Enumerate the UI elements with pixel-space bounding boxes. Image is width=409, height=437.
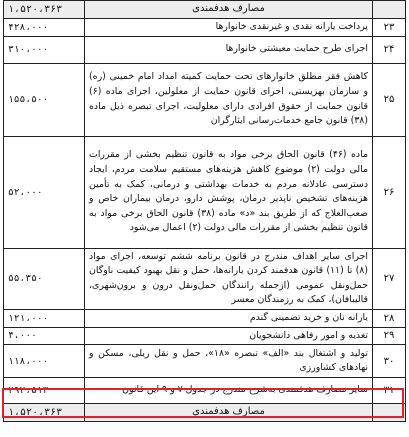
bottom-total: ۱،۵۲۰،۳۶۳: [4, 404, 85, 422]
row-value: ۱۵۵،۵۰۰: [4, 63, 85, 136]
row-value: ۵۲،۰۰۰: [4, 136, 85, 248]
budget-table: [3, 0, 406, 422]
row-description: اجرای سایر اهداف مندرج در قانون برنامه ششم توسعه، اجرای مواد (۸) تا (۱۱) قانون هدفمند کردن یارانه‌ها، حمل و نقل بهبود کیفیت ناوگان حمل‌ونقل عمومی (ازجمله رانندگان حمل‌ونقل درون و برون‌شهری، قالیبافان)، کمک به رزمندگان معسر: [85, 248, 373, 309]
row-value: ۵۵،۳۵۰: [4, 248, 85, 309]
row-description: تغذیه و امور رفاهی دانشجویان: [85, 327, 373, 345]
table-row-highlighted: [4, 378, 406, 404]
row-value: ۴،۰۰۰: [4, 327, 85, 345]
row-description: کاهش فقر مطلق خانوارهای تحت حمایت کمیته امداد امام خمینی (ره) و سازمان بهزیستی، اجرای قانون حمایت از معلولین، اجرای ماده (۶) قانون حمایت از حقوق افرادی دارای معلولیت، اجرای تبصره ذیل ماده (۳۸) قانون جامع خدمات‌رسانی ایثارگران: [85, 63, 373, 136]
table-row: [4, 309, 406, 327]
table-row: [4, 248, 406, 309]
row-description: ماده (۴۶) قانون الحاق برخی مواد به قانون تنظیم بخشی از مقررات مالی دولت (۲) موضوع کاهش هزینه‌های مستقیم سلامت مردم، ایجاد دسترسی عادلانه مردم به خدمات بهداشتی و درمانی، کمک به تأمین هزینه‌های تشخیص ناپذیر درمان، پوشش دارو، درمان بیماران خاص و صعب‌العلاج که از طریق بند «د» ماده (۳۸) قانون الحاق برخی مواد به قانون تنظیم بخشی از مقررات مالی دولت (۲) اعمال می‌شود: [85, 136, 373, 248]
header-label: مصارف هدفمندی: [85, 1, 373, 19]
top-total: ۱،۵۲۰،۳۶۳: [4, 1, 85, 19]
row-number: ۲۳: [373, 18, 406, 36]
table-row: [4, 18, 406, 36]
table-row: [4, 136, 406, 248]
row-value: ۳۱۰،۰۰۰: [4, 36, 85, 63]
row-number: ۲۹: [373, 327, 406, 345]
row-number: ۲۷: [373, 248, 406, 309]
table-header-row: [4, 1, 406, 19]
row-number: ۲۵: [373, 63, 406, 136]
row-value: ۱۱۸،۰۰۰: [4, 345, 85, 378]
row-number: ۲۴: [373, 36, 406, 63]
table-footer-row: [4, 404, 406, 422]
row-number: ۳۱: [373, 378, 406, 404]
row-number: ۳۰: [373, 345, 406, 378]
row-value: ۴۲۸،۰۰۰: [4, 18, 85, 36]
table-row: [4, 327, 406, 345]
footer-label: مصارف هدفمندی: [85, 404, 373, 422]
row-value: ۱۲۱،۰۰۰: [4, 309, 85, 327]
row-description: پرداخت یارانه نقدی و غیرنقدی خانوارها: [85, 18, 373, 36]
row-number: ۲۶: [373, 136, 406, 248]
table-row: [4, 345, 406, 378]
table-row: [4, 36, 406, 63]
row-description: تولید و اشتغال بند «الف» تبصره «۱۸»، حمل و نقل ریلی، مسکن و نهادهای کشاورزی: [85, 345, 373, 378]
row-value: ۲۹۲،۵۱۳: [4, 378, 85, 404]
row-description: سایر مصارف هدفمندی به‌شرح مندرج در جدول ۷ و ۹ این قانون: [85, 378, 373, 404]
row-number: ۲۸: [373, 309, 406, 327]
row-description: یارانه نان و خرید تضمینی گندم: [85, 309, 373, 327]
table-row: [4, 63, 406, 136]
row-description: اجرای طرح حمایت معیشتی خانوارها: [85, 36, 373, 63]
